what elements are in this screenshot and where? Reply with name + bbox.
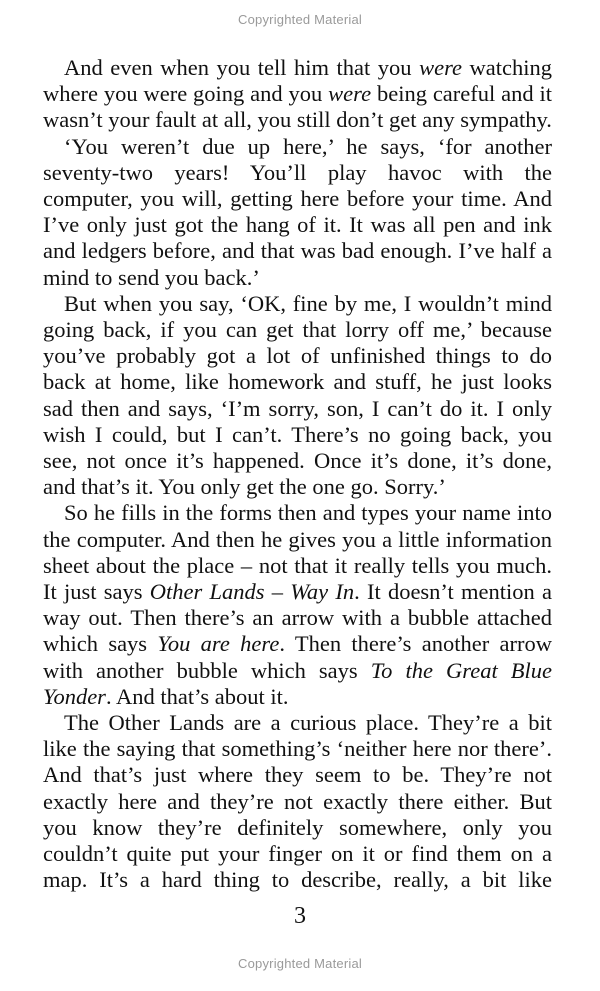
paragraph-2: ‘You weren’t due up here,’ he says, ‘for another seventy-two years! You’ll play havoc with the computer, you will, getting here before your time. And I’ve only just got the hang of it. It was all pen and ink and ledgers before, and that was bad enough. I’ve half a mind to send you back.’ (43, 133, 552, 290)
page-number: 3 (294, 903, 306, 929)
copyright-watermark-top: Copyrighted Material (238, 12, 362, 27)
copyright-watermark-bottom: Copyrighted Material (238, 956, 362, 971)
page-body-text (43, 55, 552, 894)
paragraph-4: So he fills in the forms then and types your name into the computer. And then he gives you a little information sheet about the place – not that it really tells you much. It just says Other Lands – Way In. It doesn’t mention a way out. Then there’s an arrow with a bubble attached which says You are here. Then there’s another arrow with another bubble which says To the Great Blue Yonder. And that’s about it. (43, 500, 552, 709)
paragraph-3: But when you say, ‘OK, fine by me, I wouldn’t mind going back, if you can get that lorry off me,’ because you’ve probably got a lot of unfinished things to do back at home, like homework and stuff, he just looks sad then and says, ‘I’m sorry, son, I can’t do it. I only wish I could, but I can’t. There’s no going back, you see, not once it’s happened. Once it’s done, it’s done, and that’s it. You only get the one go. Sorry.’ (43, 290, 552, 500)
paragraph-1: And even when you tell him that you were watching where you were going and you were being careful and it wasn’t your fault at all, you still don’t get any sympathy. (43, 55, 552, 133)
paragraph-5: The Other Lands are a curious place. They’re a bit like the saying that something’s ‘neither here nor there’. And that’s just where they seem to be. They’re not exactly here and they’re not exactly there either. But you know they’re definitely somewhere, only you couldn’t quite put your finger on it or find them on a map. It’s a hard thing to describe, really, a bit like (43, 710, 552, 893)
